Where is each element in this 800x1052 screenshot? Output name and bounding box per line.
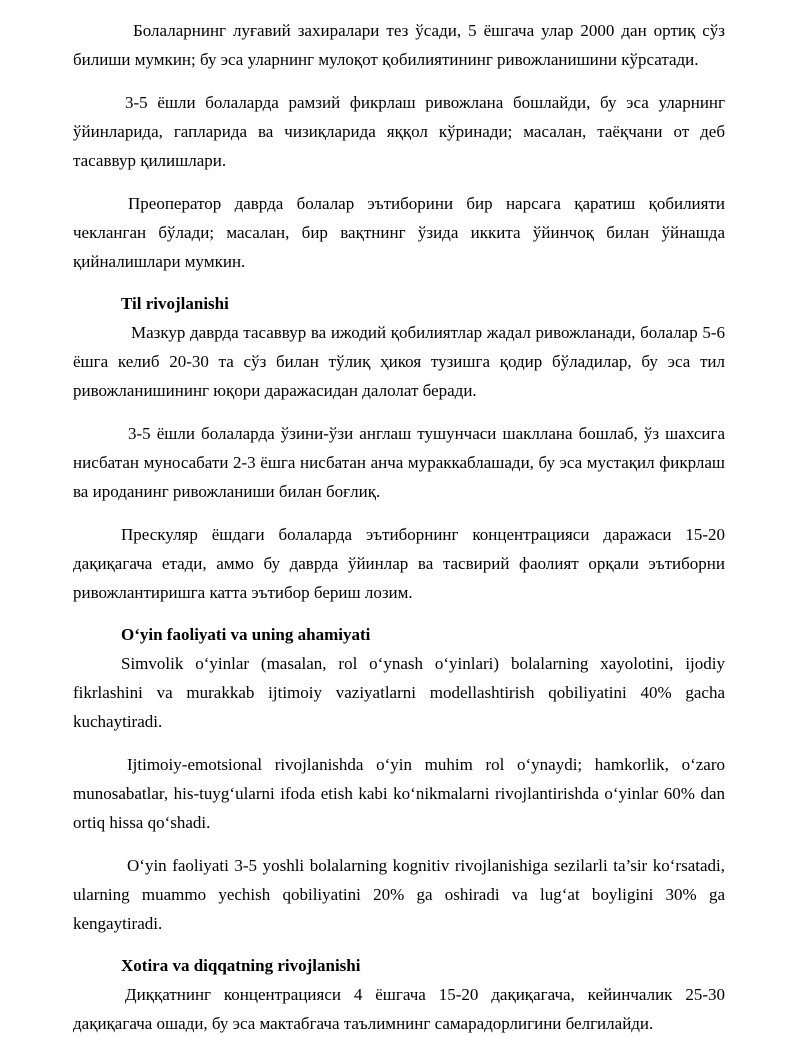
paragraph-symbolic-play: Simvolik o‘yinlar (masalan, rol o‘ynash o‘yinlari) bolalarning xayolotini, ijodiy fikrlashini va murakkab ijtimoiy vaziyatlarni modellashtirish qobiliyatini 40% gacha kuchaytiradi. [73, 654, 725, 731]
paragraph-attention-concentration: Прескуляр ёшдаги болаларда эътиборнинг концентрацияси даражаси 15-20 дақиқагача етади, аммо бу даврда ўйинлар ва тасвирий фаолият орқали эътиборни ривожлантиришга катта эътибор бериш лозим. [73, 525, 725, 602]
paragraph-social-emotional: Ijtimoiy-emotsional rivojlanishda o‘yin muhim rol o‘ynaydi; hamkorlik, o‘zaro munosabatlar, his-tuyg‘ularni ifoda etish kabi ko‘nikmalarni rivojlantirishda o‘yinlar 60% dan ortiq hissa qo‘shadi. [73, 755, 725, 832]
paragraph-concentration-age: Диққатнинг концентрацияси 4 ёшгача 15-20 дақиқагача, кейинчалик 25-30 дақиқагача ошади, бу эса мактабгача таълимнинг самарадорлигини белгилайди. [73, 985, 725, 1033]
paragraph-symbolic-thinking: 3-5 ёшли болаларда рамзий фикрлаш ривожлана бошлайди, бу эса уларнинг ўйинларида, гапларида ва чизиқларида яққол кўринади; масалан, таёқчани от деб тасаввур қилишлари. [73, 93, 725, 170]
section-heading-play: O‘yin faoliyati va uning ahamiyati [121, 625, 371, 644]
section-heading-language: Til rivojlanishi [121, 294, 229, 313]
paragraph-imagination: Мазкур даврда тасаввур ва ижодий қобилиятлар жадал ривожланади, болалар 5-6 ёшга келиб 20-30 та сўз билан тўлиқ ҳикоя тузишга қодир бўладилар, бу эса тил ривожланишининг юқори даражасидан далолат беради. [73, 323, 725, 400]
document-page [73, 16, 725, 1052]
paragraph-attention-preoperational: Преоператор даврда болалар эътиборини бир нарсага қаратиш қобилияти чекланган бўлади; масалан, бир вақтнинг ўзида иккита ўйинчоқ билан ўйнашда қийналишлари мумкин. [73, 194, 725, 271]
paragraph-vocabulary: Болаларнинг луғавий захиралари тез ўсади, 5 ёшгача улар 2000 дан ортиқ сўз билиши мумкин; бу эса уларнинг мулоқот қобилиятининг ривожланишини кўрсатади. [73, 21, 725, 69]
paragraph-cognitive: O‘yin faoliyati 3-5 yoshli bolalarning kognitiv rivojlanishiga sezilarli ta’sir ko‘rsatadi, ularning muammo yechish qobiliyatini 20% ga oshiradi va lug‘at boyligini 30% ga kengaytiradi. [73, 856, 725, 933]
section-heading-memory: Xotira va diqqatning rivojlanishi [121, 956, 361, 975]
paragraph-self-awareness: 3-5 ёшли болаларда ўзини-ўзи англаш тушунчаси шакллана бошлаб, ўз шахсига нисбатан муносабати 2-3 ёшга нисбатан анча мураккаблашади, бу эса мустақил фикрлаш ва ироданинг ривожланиши билан боғлиқ. [73, 424, 725, 501]
